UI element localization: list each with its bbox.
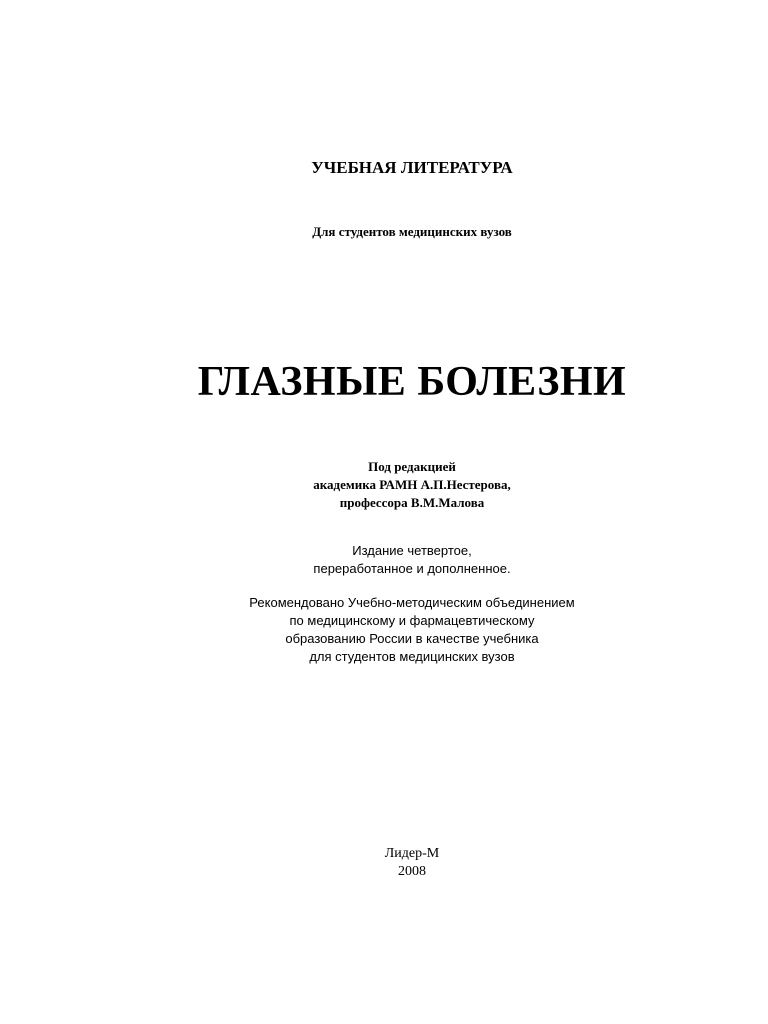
book-title: ГЛАЗНЫЕ БОЛЕЗНИ <box>197 359 627 405</box>
recommendation-line: Рекомендовано Учебно-методическим объединением <box>249 595 575 610</box>
editors-line: академика РАМН А.П.Нестерова, <box>313 477 511 492</box>
recommendation-line: по медицинскому и фармацевтическому <box>289 613 535 628</box>
recommendation-line: для студентов медицинских вузов <box>309 649 515 664</box>
editors-line: Под редакцией <box>368 459 456 474</box>
editors-line: профессора В.М.Малова <box>339 495 485 510</box>
series-label: УЧЕБНАЯ ЛИТЕРАТУРА <box>311 158 513 177</box>
edition-line: переработанное и дополненное. <box>313 561 511 576</box>
publisher-name: Лидер-М <box>384 846 440 861</box>
edition-note <box>28 542 768 578</box>
recommendation-block <box>28 594 768 666</box>
audience-label: Для студентов медицинских вузов <box>312 224 512 239</box>
editors-block <box>28 458 768 512</box>
edition-line: Издание четвертое, <box>352 543 472 558</box>
imprint-block <box>28 845 768 881</box>
publication-year: 2008 <box>398 864 426 879</box>
recommendation-line: образованию России в качестве учебника <box>285 631 539 646</box>
